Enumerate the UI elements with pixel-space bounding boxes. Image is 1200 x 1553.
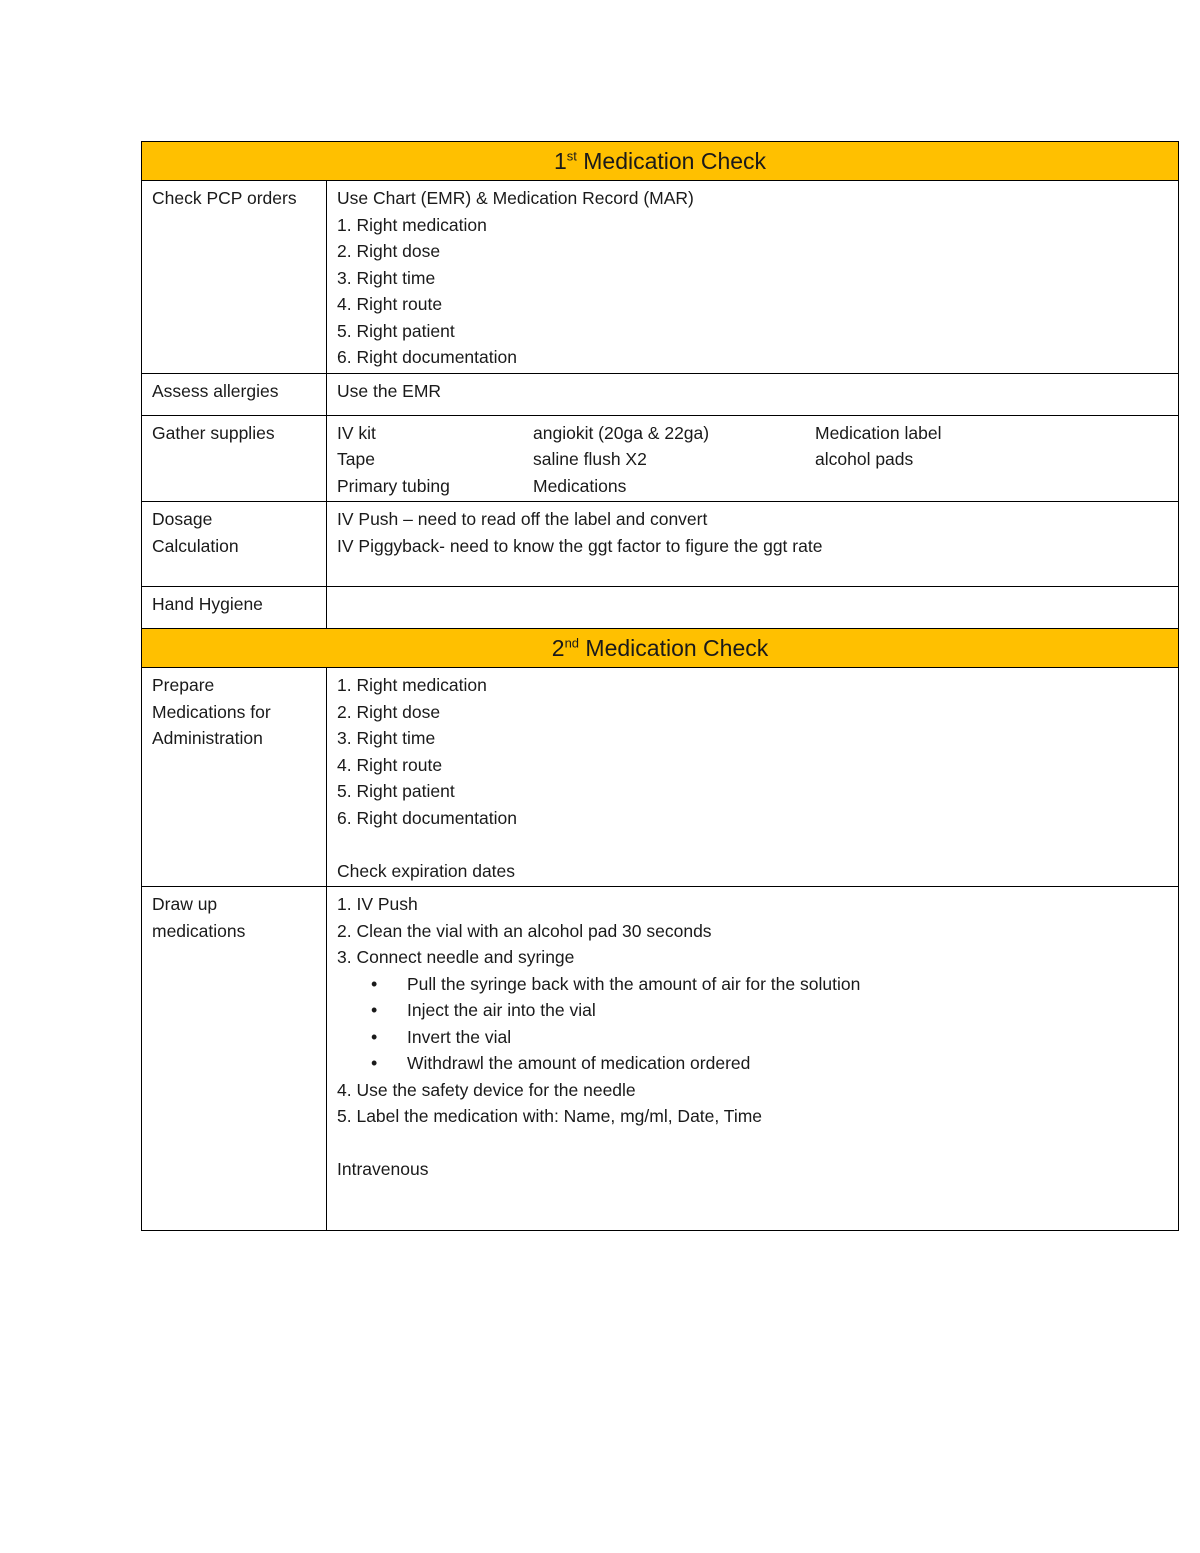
list-item: 1. Right medication: [337, 675, 487, 695]
row-label: Gather supplies: [142, 415, 327, 502]
bullet-item: • Inject the air into the vial: [337, 997, 1168, 1024]
list-item: 3. Right time: [337, 728, 436, 748]
dosage-calculation-row: [142, 502, 1179, 587]
draw-up-medications-row: [142, 887, 1179, 1231]
list-item: 4. Right route: [337, 754, 443, 775]
list-item: 2. Clean the vial with an alcohol pad 30 seconds: [337, 920, 712, 941]
first-check-header-row: [142, 142, 1179, 181]
supplies-content: [327, 415, 1179, 502]
list-item: 3. Connect needle and syringe: [337, 947, 575, 967]
gather-supplies-row: [142, 415, 1179, 502]
bullet-item: • Withdrawl the amount of medication ordered: [337, 1050, 1168, 1077]
prepare-medications-row: [142, 668, 1179, 887]
prepare-content: [327, 668, 1179, 887]
list-item: saline flush X2: [533, 449, 647, 469]
list-item: 4. Use the safety device for the needle: [337, 1079, 636, 1100]
hand-hygiene-row: [142, 587, 1179, 629]
check-pcp-orders-row: [142, 181, 1179, 374]
list-item: Medications: [533, 475, 627, 496]
list-item: 3. Right time: [337, 267, 436, 288]
list-item: Use Chart (EMR) & Medication Record (MAR): [337, 188, 694, 208]
pcp-orders-content: [327, 181, 1179, 374]
row-label: Prepare Medications for Administration: [142, 668, 327, 887]
list-item: 5. Right patient: [337, 320, 455, 341]
list-item: 1. Right medication: [337, 214, 487, 235]
intravenous-note: Intravenous: [337, 1159, 429, 1179]
hygiene-content: [327, 587, 1179, 629]
row-label: Check PCP orders: [142, 181, 327, 374]
list-item: 1. IV Push: [337, 894, 418, 914]
list-item: 2. Right dose: [337, 701, 441, 722]
list-item: Medication label: [815, 422, 942, 443]
assess-allergies-row: [142, 373, 1179, 415]
list-item: Tape: [337, 449, 375, 469]
list-item: IV kit: [337, 422, 376, 443]
row-label: Assess allergies: [142, 373, 327, 415]
list-item: 6. Right documentation: [337, 807, 517, 828]
second-check-header-row: [142, 629, 1179, 668]
allergies-content: Use the EMR: [327, 373, 1179, 415]
row-label: Draw up medications: [142, 887, 327, 1231]
list-item: Primary tubing: [337, 475, 450, 496]
row-label: Dosage Calculation: [142, 502, 327, 587]
list-item: angiokit (20ga & 22ga): [533, 422, 710, 443]
list-item: 4. Right route: [337, 294, 443, 314]
dosage-content: [327, 502, 1179, 587]
second-check-title: 2nd Medication Check: [142, 629, 1179, 668]
medication-check-table: [141, 141, 1179, 1231]
first-check-title: 1st Medication Check: [142, 142, 1179, 181]
list-item: IV Piggyback- need to know the ggt factor to figure the ggt rate: [337, 535, 823, 556]
list-item: 5. Label the medication with: Name, mg/ml, Date, Time: [337, 1106, 763, 1126]
list-item: IV Push – need to read off the label and convert: [337, 509, 708, 529]
list-item: 2. Right dose: [337, 241, 441, 261]
expiration-note: Check expiration dates: [337, 860, 516, 881]
bullet-item: • Invert the vial: [337, 1024, 1168, 1051]
list-item: alcohol pads: [815, 449, 914, 469]
medication-check-document: [141, 141, 1179, 1231]
row-label: Hand Hygiene: [142, 587, 327, 629]
list-item: 6. Right documentation: [337, 347, 517, 367]
bullet-item: • Pull the syringe back with the amount of air for the solution: [337, 971, 1168, 998]
supplies-grid: [337, 420, 1168, 500]
list-item: 5. Right patient: [337, 781, 455, 801]
draw-up-content: [327, 887, 1179, 1231]
